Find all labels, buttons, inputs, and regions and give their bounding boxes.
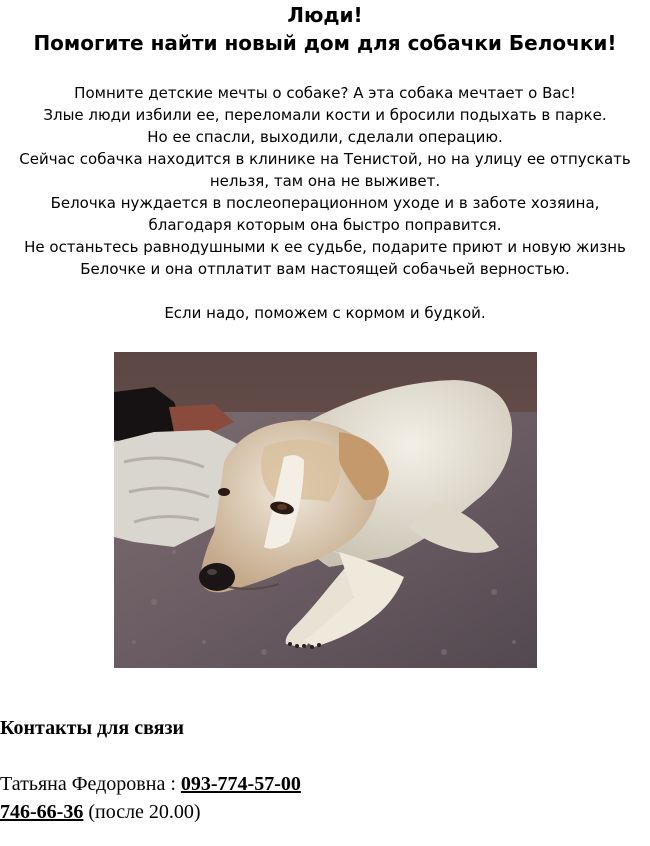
phone-note: (после 20.00): [83, 801, 201, 823]
dog-photo: [114, 352, 537, 668]
text-line: Помните детские мечты о собаке? А эта собака мечтает о Вас!: [74, 84, 576, 102]
text-line: Белочке и она отплатит вам настоящей собачьей верностью.: [80, 260, 570, 278]
text-line: Но ее спасли, выходили, сделали операцию.: [147, 128, 503, 146]
text-line: Злые люди избили ее, переломали кости и бросили подыхать в парке.: [43, 106, 607, 124]
text-line: Сейчас собачка находится в клинике на Тенистой, но на улицу ее отпускать: [19, 150, 631, 168]
page-title: Люди!: [287, 3, 363, 27]
text-line: благодаря которым она быстро поправится.: [148, 216, 502, 234]
contact-name: Татьяна Федоровна :: [0, 773, 181, 795]
dog-illustration: [114, 352, 537, 668]
phone-link-2[interactable]: 746-66-36: [0, 801, 84, 823]
text-line: нельзя, там она не выживет.: [209, 172, 441, 190]
contacts-title: Контакты для связи: [0, 717, 185, 739]
help-note: Если надо, поможем с кормом и будкой.: [164, 304, 486, 322]
contacts-block: [0, 714, 301, 826]
page-subtitle: Помогите найти новый дом для собачки Белочки!: [33, 31, 617, 55]
phone-link-1[interactable]: 093-774-57-00: [180, 773, 301, 795]
text-line: Не останьтесь равнодушными к ее судьбе, подарите приют и новую жизнь: [24, 238, 626, 256]
appeal-text: [0, 82, 650, 324]
text-line: Белочка нуждается в послеоперационном уходе и в заботе хозяина,: [50, 194, 600, 212]
contact-line-1: [0, 770, 301, 798]
contact-line-2: [0, 798, 301, 826]
